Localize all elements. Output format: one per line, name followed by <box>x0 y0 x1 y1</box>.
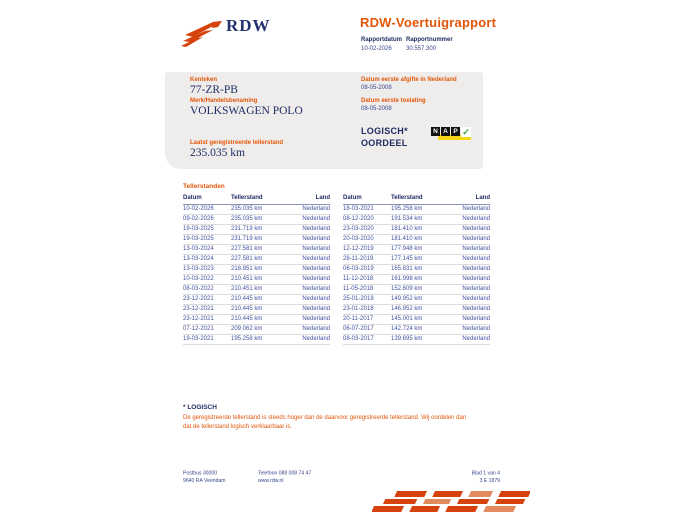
cell-datum: 09-02-2026 <box>183 216 214 222</box>
rdw-stripes-graphic-icon <box>372 489 530 513</box>
table-row <box>183 225 330 235</box>
vehicle-summary-box <box>165 72 483 169</box>
oordeel-line-1: LOGISCH* <box>361 126 408 136</box>
cell-datum: 28-11-2019 <box>343 256 374 262</box>
cell-land: Nederland <box>302 336 330 342</box>
table-row <box>183 315 330 325</box>
cell-tellerstand: 161.998 km <box>391 276 423 282</box>
cell-land: Nederland <box>302 256 330 262</box>
footnote-title: * LOGISCH <box>183 404 217 411</box>
cell-datum: 19-03-2025 <box>183 236 214 242</box>
tellerstanden-table-right <box>343 193 490 345</box>
cell-land: Nederland <box>462 226 490 232</box>
table-row <box>183 325 330 335</box>
cell-land: Nederland <box>462 306 490 312</box>
cell-tellerstand: 195.258 km <box>231 336 263 342</box>
cell-land: Nederland <box>302 236 330 242</box>
cell-tellerstand: 210.445 km <box>231 296 263 302</box>
table-row <box>183 305 330 315</box>
cell-land: Nederland <box>302 246 330 252</box>
cell-datum: 11-05-2018 <box>343 286 374 292</box>
tellerstanden-section <box>183 183 490 345</box>
cell-datum: 23-12-2021 <box>183 306 214 312</box>
cell-datum: 06-07-2017 <box>343 326 374 332</box>
cell-land: Nederland <box>462 296 490 302</box>
cell-land: Nederland <box>462 316 490 322</box>
table-row <box>343 255 490 265</box>
table-header <box>183 193 330 205</box>
toelating-label: Datum eerste toelating <box>361 98 426 104</box>
cell-datum: 08-03-2022 <box>183 286 214 292</box>
table-row <box>343 335 490 345</box>
footer-page-number: Blad 1 van 4 <box>471 470 500 476</box>
table-row <box>343 305 490 315</box>
cell-land: Nederland <box>462 246 490 252</box>
cell-tellerstand: 181.410 km <box>391 226 423 232</box>
cell-datum: 18-03-2021 <box>343 206 374 212</box>
table-title: Tellerstanden <box>183 183 225 190</box>
cell-land: Nederland <box>462 286 490 292</box>
nap-letter-n: N <box>431 127 440 136</box>
cell-tellerstand: 218.951 km <box>231 266 263 272</box>
cell-land: Nederland <box>302 206 330 212</box>
cell-tellerstand: 235.035 km <box>231 216 263 222</box>
cell-land: Nederland <box>302 266 330 272</box>
cell-tellerstand: 227.581 km <box>231 246 263 252</box>
cell-datum: 10-03-2022 <box>183 276 214 282</box>
cell-datum: 20-11-2017 <box>343 316 374 322</box>
cell-datum: 08-12-2020 <box>343 216 374 222</box>
table-row <box>343 235 490 245</box>
footer-address <box>183 470 226 485</box>
cell-tellerstand: 195.258 km <box>391 206 423 212</box>
oordeel-text <box>361 125 408 149</box>
cell-datum: 13-03-2024 <box>183 246 214 252</box>
cell-land: Nederland <box>302 226 330 232</box>
report-date-value: 10-02-2026 <box>361 46 392 52</box>
cell-tellerstand: 177.145 km <box>391 256 423 262</box>
cell-land: Nederland <box>302 286 330 292</box>
cell-land: Nederland <box>462 336 490 342</box>
footer-contact <box>258 470 311 485</box>
table-row <box>183 295 330 305</box>
toelating-value: 08-05-2008 <box>361 106 392 112</box>
table-row <box>183 335 330 345</box>
cell-land: Nederland <box>462 216 490 222</box>
table-header <box>343 193 490 205</box>
tellerstanden-table-left <box>183 193 330 345</box>
footer-form-code: 3 E 1879 <box>479 478 500 484</box>
cell-datum: 19-03-2021 <box>183 336 214 342</box>
cell-tellerstand: 209.062 km <box>231 326 263 332</box>
cell-tellerstand: 146.952 km <box>391 306 423 312</box>
cell-tellerstand: 177.948 km <box>391 246 423 252</box>
cell-datum: 23-12-2021 <box>183 316 214 322</box>
cell-tellerstand: 227.581 km <box>231 256 263 262</box>
table-row <box>343 215 490 225</box>
cell-land: Nederland <box>302 326 330 332</box>
cell-tellerstand: 139.695 km <box>391 336 423 342</box>
table-row <box>183 235 330 245</box>
table-row <box>343 295 490 305</box>
report-number-value: 30.557.300 <box>406 46 437 52</box>
cell-tellerstand: 191.534 km <box>391 216 423 222</box>
table-row <box>183 255 330 265</box>
footer-address-line-2: 9640 RA Veendam <box>183 478 226 484</box>
footer-website: www.rdw.nl <box>258 478 284 484</box>
cell-land: Nederland <box>302 276 330 282</box>
column-header-tellerstand: Tellerstand <box>231 195 263 201</box>
merk-label: Merk/Handelsbenaming <box>190 98 258 104</box>
table-row <box>343 265 490 275</box>
merk-value: VOLKSWAGEN POLO <box>190 105 303 117</box>
table-row <box>343 205 490 215</box>
table-row <box>183 245 330 255</box>
tellerstand-label: Laatst geregistreerde tellerstand <box>190 140 284 146</box>
table-row <box>183 205 330 215</box>
cell-datum: 13-03-2024 <box>183 256 214 262</box>
cell-tellerstand: 210.445 km <box>231 316 263 322</box>
cell-tellerstand: 231.719 km <box>231 226 263 232</box>
cell-tellerstand: 152.609 km <box>391 286 423 292</box>
cell-datum: 10-02-2026 <box>183 206 214 212</box>
cell-tellerstand: 181.410 km <box>391 236 423 242</box>
table-row <box>183 275 330 285</box>
table-row <box>183 265 330 275</box>
column-header-tellerstand: Tellerstand <box>391 195 423 201</box>
cell-datum: 19-03-2025 <box>183 226 214 232</box>
nap-check-icon: ✓ <box>462 127 470 137</box>
logisch-footnote <box>183 404 475 432</box>
report-title: RDW-Voertuigrapport <box>360 15 497 30</box>
afgifte-value: 08-05-2008 <box>361 85 392 91</box>
rdw-flag-logo-icon <box>179 21 223 49</box>
cell-datum: 08-03-2017 <box>343 336 374 342</box>
oordeel-line-2: OORDEEL <box>361 138 408 148</box>
cell-datum: 11-12-2018 <box>343 276 374 282</box>
report-date-label: Rapportdatum <box>361 37 402 43</box>
footer-page-info <box>432 470 500 485</box>
column-header-land: Land <box>315 195 330 201</box>
cell-land: Nederland <box>462 206 490 212</box>
cell-land: Nederland <box>302 216 330 222</box>
cell-land: Nederland <box>462 326 490 332</box>
column-header-datum: Datum <box>183 195 202 201</box>
cell-land: Nederland <box>302 296 330 302</box>
footer-address-line-1: Postbus 30000 <box>183 470 218 476</box>
cell-land: Nederland <box>302 316 330 322</box>
tellerstand-value: 235.035 km <box>190 147 245 159</box>
nap-logo <box>431 127 475 143</box>
table-row <box>343 275 490 285</box>
column-header-datum: Datum <box>343 195 362 201</box>
cell-datum: 23-01-2018 <box>343 306 374 312</box>
kenteken-value: 77-ZR-PB <box>190 84 238 96</box>
column-header-land: Land <box>475 195 490 201</box>
cell-tellerstand: 165.831 km <box>391 266 423 272</box>
cell-tellerstand: 210.451 km <box>231 286 263 292</box>
afgifte-label: Datum eerste afgifte in Nederland <box>361 77 457 83</box>
table-row <box>343 325 490 335</box>
cell-land: Nederland <box>302 306 330 312</box>
cell-datum: 23-12-2021 <box>183 296 214 302</box>
cell-land: Nederland <box>462 236 490 242</box>
cell-datum: 12-12-2019 <box>343 246 374 252</box>
cell-datum: 13-03-2023 <box>183 266 214 272</box>
table-row <box>343 245 490 255</box>
table-body-left <box>183 205 330 345</box>
nap-letter-a: A <box>441 127 450 136</box>
cell-land: Nederland <box>462 256 490 262</box>
cell-land: Nederland <box>462 276 490 282</box>
cell-datum: 25-01-2018 <box>343 296 374 302</box>
table-row <box>343 225 490 235</box>
table-body-right <box>343 205 490 345</box>
cell-tellerstand: 142.724 km <box>391 326 423 332</box>
cell-tellerstand: 231.719 km <box>231 236 263 242</box>
table-row <box>183 215 330 225</box>
footer-phone: Telefoon 088 008 74 47 <box>258 470 312 476</box>
cell-land: Nederland <box>462 266 490 272</box>
table-row <box>343 285 490 295</box>
cell-tellerstand: 210.445 km <box>231 306 263 312</box>
footnote-text: De geregistreerde tellerstand is steeds hoger dan de daarvoor geregistreerde tellerstand. Wij oordelen dan dat de tellerstand logisch verklaarbaar is. <box>183 415 467 430</box>
cell-datum: 23-03-2020 <box>343 226 374 232</box>
kenteken-label: Kenteken <box>190 77 218 83</box>
table-row <box>183 285 330 295</box>
cell-tellerstand: 210.451 km <box>231 276 263 282</box>
cell-datum: 20-03-2020 <box>343 236 374 242</box>
cell-tellerstand: 145.001 km <box>391 316 423 322</box>
report-number-label: Rapportnummer <box>406 37 453 43</box>
cell-datum: 07-12-2021 <box>183 326 214 332</box>
table-row <box>343 315 490 325</box>
cell-tellerstand: 149.952 km <box>391 296 423 302</box>
cell-datum: 06-03-2019 <box>343 266 374 272</box>
rdw-logo-text: RDW <box>226 16 271 35</box>
nap-letter-p: P <box>451 127 460 136</box>
cell-tellerstand: 235.035 km <box>231 206 263 212</box>
